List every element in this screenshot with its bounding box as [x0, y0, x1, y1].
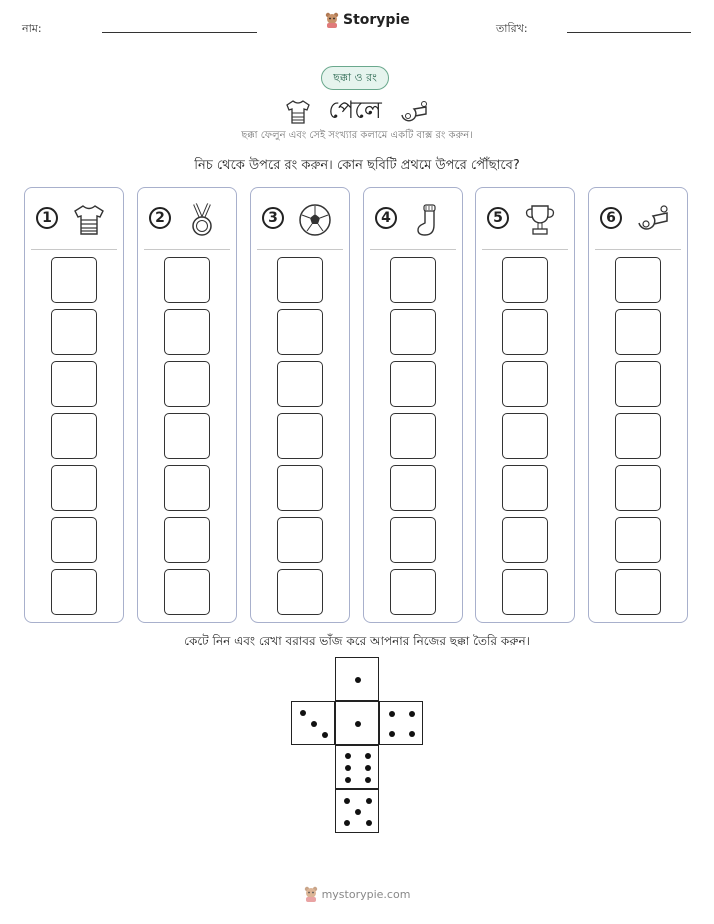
column-3: [250, 187, 350, 623]
pip: [365, 765, 371, 771]
color-box[interactable]: [164, 517, 210, 563]
color-box[interactable]: [502, 309, 548, 355]
pip: [355, 677, 361, 683]
column-1: [24, 187, 124, 623]
color-box[interactable]: [51, 569, 97, 615]
column-divider: [257, 249, 343, 250]
instructions-subtitle: ছক্কা ফেলুন এবং সেই সংখ্যার কলামে একটি বাক্স রং করুন।: [241, 130, 473, 141]
pip: [344, 798, 350, 804]
color-box[interactable]: [390, 361, 436, 407]
dice-face-one: [335, 657, 379, 701]
color-box[interactable]: [390, 309, 436, 355]
category-badge: ছক্কা ও রং: [321, 66, 389, 90]
column-number: 3: [262, 207, 284, 229]
pip: [366, 798, 372, 804]
medal-icon: [184, 202, 220, 238]
column-number: 4: [375, 207, 397, 229]
color-box[interactable]: [615, 309, 661, 355]
color-box[interactable]: [390, 569, 436, 615]
column-divider: [595, 249, 681, 250]
color-box[interactable]: [390, 257, 436, 303]
color-box[interactable]: [164, 309, 210, 355]
pip: [311, 721, 317, 727]
page-title: পেলে: [328, 96, 382, 124]
color-box[interactable]: [51, 517, 97, 563]
color-box[interactable]: [615, 517, 661, 563]
date-line[interactable]: [567, 32, 691, 33]
color-box[interactable]: [615, 361, 661, 407]
color-box[interactable]: [502, 569, 548, 615]
color-box[interactable]: [277, 361, 323, 407]
column-number: 1: [36, 207, 58, 229]
pip: [355, 721, 361, 727]
dice-face-five: [335, 789, 379, 833]
color-box[interactable]: [277, 309, 323, 355]
pip: [365, 777, 371, 783]
brand-name: Storypie: [343, 12, 410, 28]
pip: [409, 711, 415, 717]
color-box[interactable]: [390, 517, 436, 563]
color-box[interactable]: [615, 413, 661, 459]
column-header: [364, 202, 462, 244]
color-box[interactable]: [51, 361, 97, 407]
pip: [345, 765, 351, 771]
jersey-icon: [284, 98, 312, 126]
color-box[interactable]: [502, 413, 548, 459]
pip: [300, 710, 306, 716]
column-divider: [31, 249, 117, 250]
column-header: [251, 202, 349, 244]
column-number: 2: [149, 207, 171, 229]
dice-instruction: কেটে নিন এবং রেখা বরাবর ভাঁজ করে আপনার নিজের ছক্কা তৈরি করুন।: [184, 634, 530, 648]
column-number: 5: [487, 207, 509, 229]
color-box[interactable]: [164, 465, 210, 511]
dice-face-one: [335, 701, 379, 745]
column-header: [25, 202, 123, 244]
column-divider: [482, 249, 568, 250]
color-box[interactable]: [51, 257, 97, 303]
color-box[interactable]: [164, 257, 210, 303]
column-4: [363, 187, 463, 623]
color-box[interactable]: [51, 309, 97, 355]
whistle-icon: [398, 99, 430, 125]
column-header: [138, 202, 236, 244]
column-header: [476, 202, 574, 244]
column-header: [589, 202, 687, 244]
footer-url[interactable]: mystorypie.com: [321, 887, 411, 901]
color-box[interactable]: [51, 413, 97, 459]
color-box[interactable]: [277, 413, 323, 459]
color-box[interactable]: [277, 569, 323, 615]
bear-icon: [325, 12, 339, 28]
brand-logo: [325, 12, 410, 28]
pip: [344, 820, 350, 826]
color-box[interactable]: [390, 413, 436, 459]
name-line[interactable]: [102, 32, 257, 33]
column-6: [588, 187, 688, 623]
pip: [366, 820, 372, 826]
pip: [322, 732, 328, 738]
color-box[interactable]: [277, 257, 323, 303]
column-divider: [370, 249, 456, 250]
column-5: [475, 187, 575, 623]
pip: [345, 777, 351, 783]
dice-face-four: [379, 701, 423, 745]
footer: [0, 886, 714, 902]
color-box[interactable]: [615, 465, 661, 511]
color-box[interactable]: [277, 517, 323, 563]
color-box[interactable]: [390, 465, 436, 511]
trophy-icon: [522, 202, 558, 238]
color-box[interactable]: [51, 465, 97, 511]
color-box[interactable]: [277, 465, 323, 511]
column-number: 6: [600, 207, 622, 229]
color-box[interactable]: [164, 413, 210, 459]
pip: [389, 731, 395, 737]
color-box[interactable]: [615, 257, 661, 303]
pip: [355, 809, 361, 815]
pip: [365, 753, 371, 759]
color-box[interactable]: [164, 569, 210, 615]
sock-icon: [410, 202, 446, 238]
name-label: নাম:: [22, 22, 42, 35]
title-row: [0, 92, 714, 132]
pip: [409, 731, 415, 737]
pip: [389, 711, 395, 717]
soccer-ball-icon: [297, 202, 333, 238]
dice-face-six: [335, 745, 379, 789]
question-text: নিচ থেকে উপরে রং করুন। কোন ছবিটি প্রথমে উপরে পৌঁছাবে?: [194, 158, 520, 173]
column-divider: [144, 249, 230, 250]
dice-face-three: [291, 701, 335, 745]
color-box[interactable]: [502, 257, 548, 303]
bear-icon: [304, 886, 318, 902]
color-box[interactable]: [502, 517, 548, 563]
whistle-icon: [635, 202, 671, 238]
date-label: তারিখ:: [496, 22, 528, 35]
color-box[interactable]: [502, 465, 548, 511]
color-box[interactable]: [615, 569, 661, 615]
color-box[interactable]: [164, 361, 210, 407]
color-box[interactable]: [502, 361, 548, 407]
pip: [345, 753, 351, 759]
column-2: [137, 187, 237, 623]
jersey-icon: [71, 202, 107, 238]
